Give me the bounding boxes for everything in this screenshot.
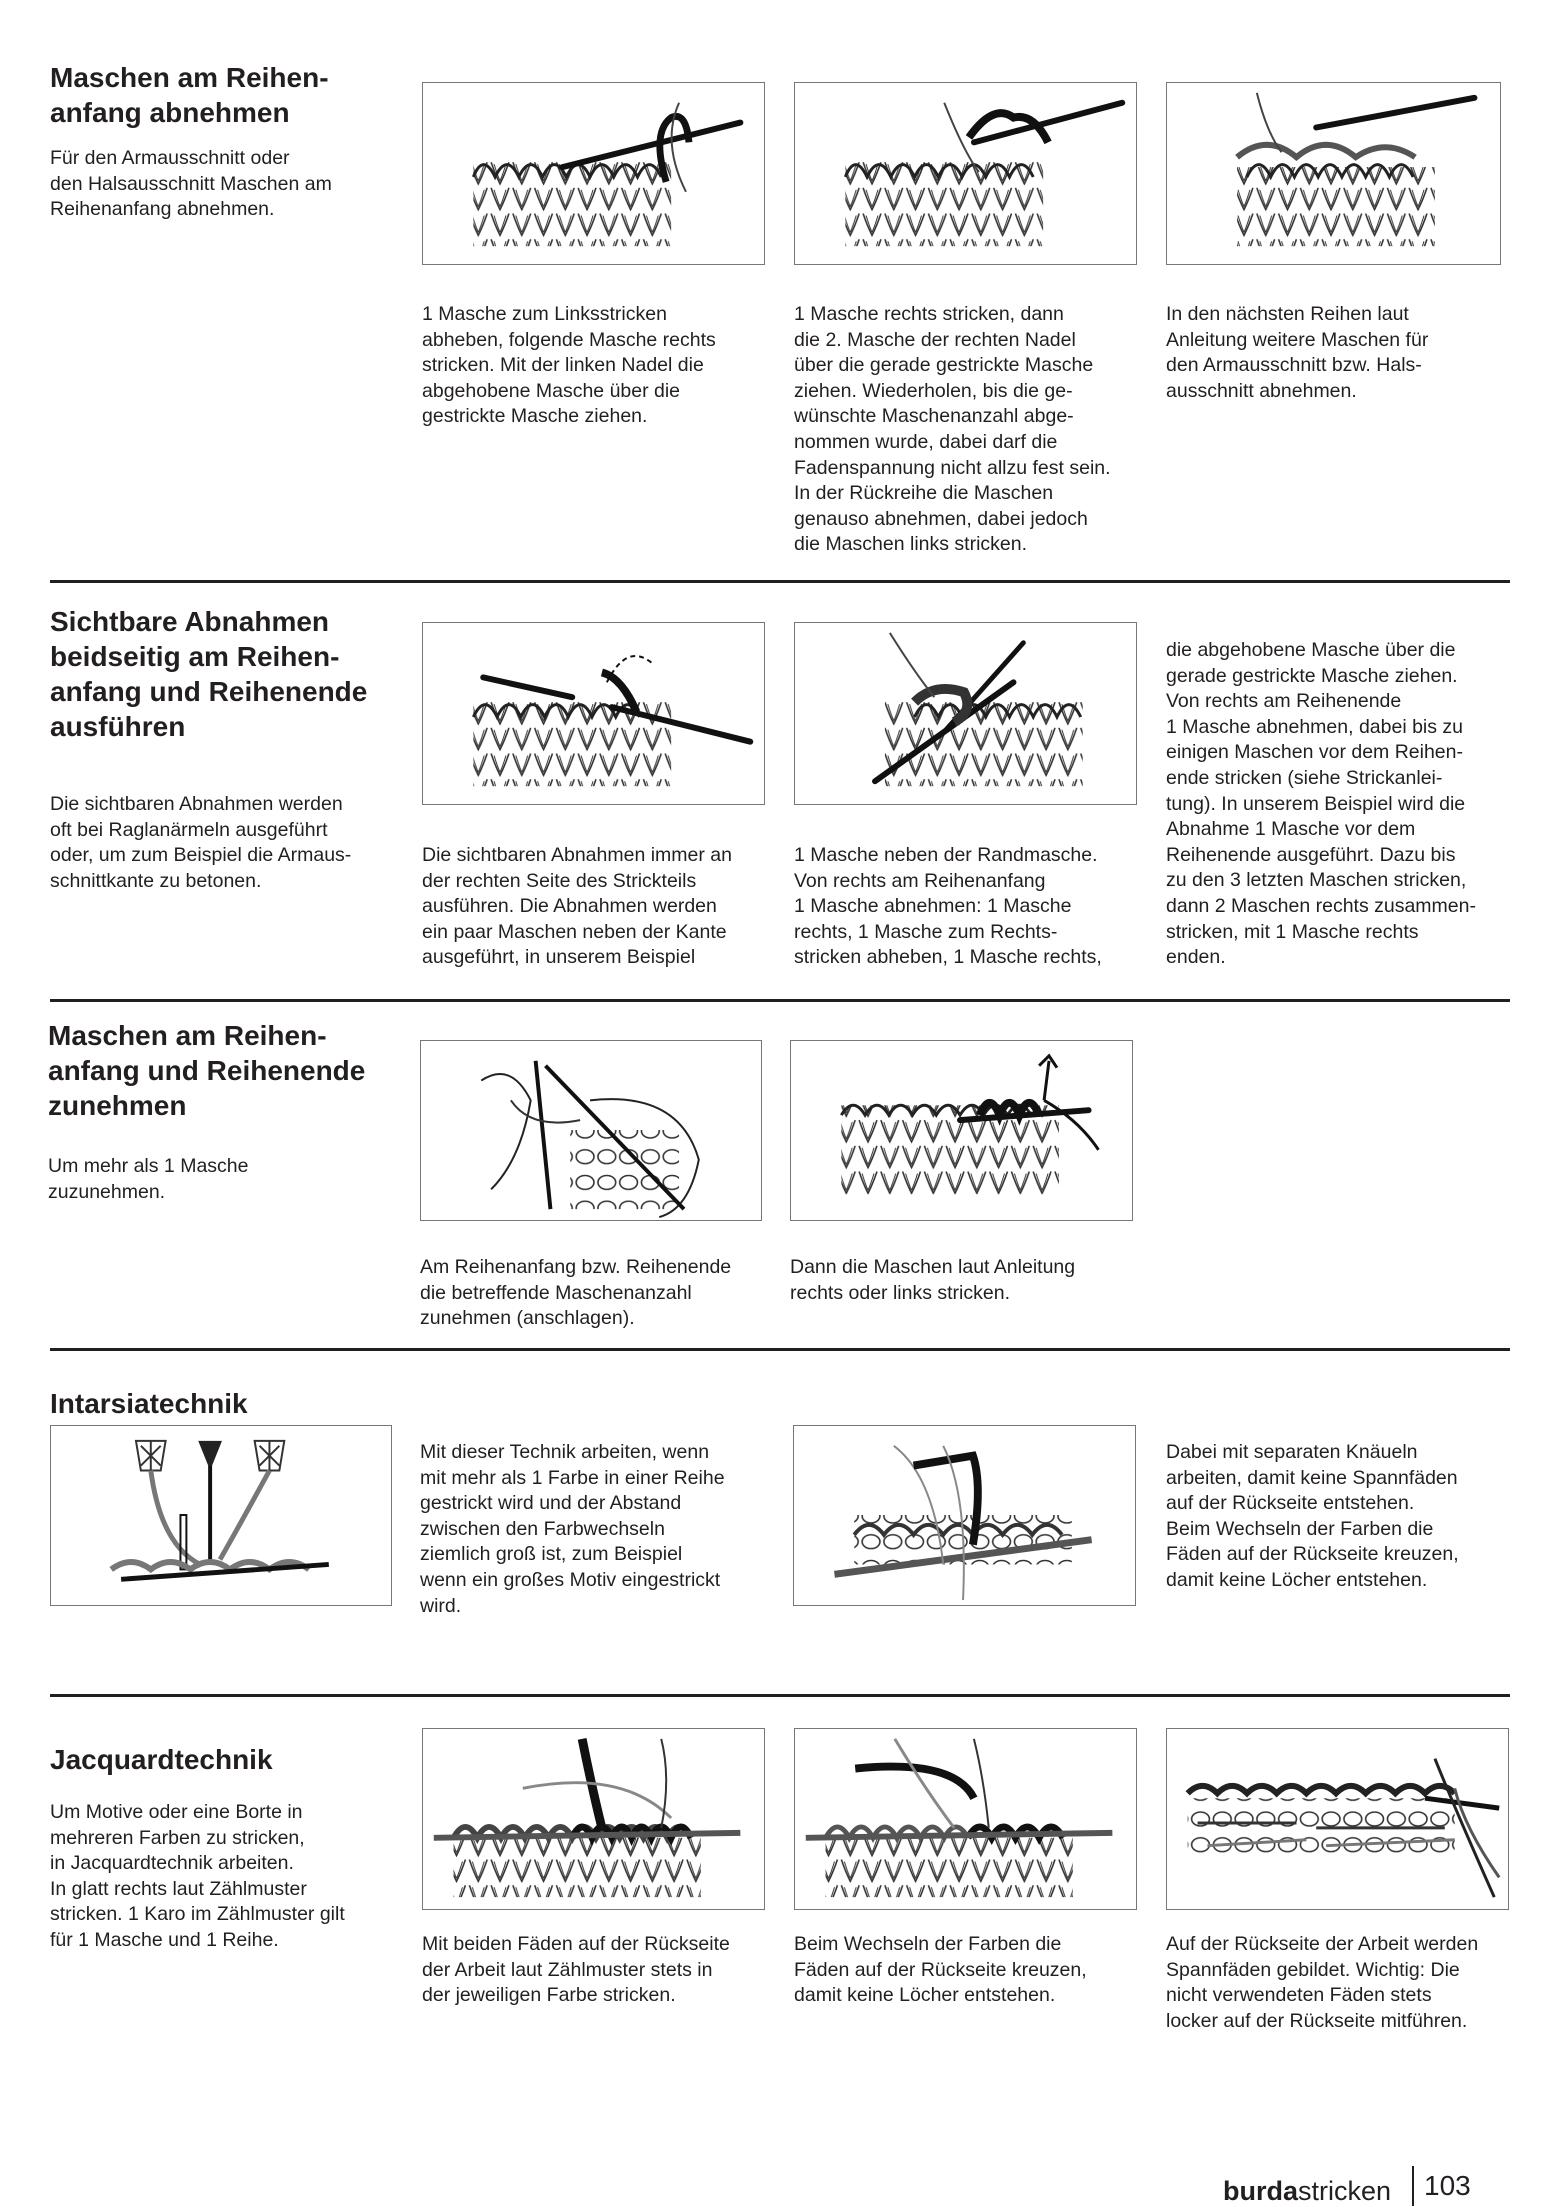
section-divider [50, 1348, 1510, 1351]
step-text-5-1: Mit beiden Fäden auf der Rückseite der Arbeit laut Zählmuster stets in der jeweiligen Farbe stricken. [422, 1933, 730, 2007]
knitting-illustration-armhole-decrease [1166, 82, 1501, 265]
section-divider [50, 1694, 1510, 1697]
footer-brand [1223, 2175, 1391, 2207]
step-text-1-2: 1 Masche rechts stricken, dann die 2. Masche der rechten Nadel über die gerade gestrickte Masche ziehen. Wiederholen, bis die ge- wünschte Maschenanzahl abge- nommen wurde, dabei darf die Fadenspannung nicht allzu fest sein. In der Rückreihe die Maschen genauso abnehmen, dabei jedoch die Maschen links stricken. [794, 303, 1111, 556]
knitting-illustration-bind-off-repeat [794, 82, 1137, 265]
step-text-3-1: Am Reihenanfang bzw. Reihenende die betreffende Maschenanzahl zunehmen (anschlagen). [420, 1256, 732, 1330]
section-title-jacquard: Jacquardtechnik [50, 1744, 273, 1775]
step-text-2-3: die abgehobene Masche über die gerade gestrickte Masche ziehen. Von rechts am Reihenende 1 Masche abnehmen, dabei bis zu einigen Maschen vor dem Reihen- ende stricken (siehe Strickanlei- tung). In unserem Beispiel wird die Abnahme 1 Masche vor dem Reihenende ausgeführt. Dazu bis zu den 3 letzten Maschen stricken, dann 2 Maschen rechts zusammen- stricken, mit 1 Masche rechts enden. [1166, 639, 1476, 969]
knitting-illustration-jacquard-two-yarns [422, 1728, 765, 1910]
knitting-illustration-visible-decrease-end [794, 622, 1137, 805]
knitting-illustration-intarsia-bobbins [50, 1425, 392, 1606]
section-title-decrease-start: Maschen am Reihen- anfang abnehmen [50, 62, 329, 128]
section-title-visible-decrease: Sichtbare Abnahmen beidseitig am Reihen- anfang und Reihenende ausführen [50, 606, 368, 742]
step-text-3-2: Dann die Maschen laut Anleitung rechts oder links stricken. [790, 1256, 1076, 1304]
knitting-illustration-jacquard-floats [1166, 1728, 1509, 1910]
step-text-1-1: 1 Masche zum Linksstricken abheben, folgende Masche rechts stricken. Mit der linken Nadel die abgehobene Masche über die gestrickte Masche ziehen. [422, 303, 716, 428]
step-text-5-2: Beim Wechseln der Farben die Fäden auf der Rückseite kreuzen, damit keine Löcher entstehen. [794, 1933, 1087, 2007]
step-text-2-2: 1 Masche neben der Randmasche. Von rechts am Reihenanfang 1 Masche abnehmen: 1 Masche rechts, 1 Masche zum Rechts- stricken abheben, 1 Masche rechts, [794, 844, 1102, 969]
section-intro-jacquard: Um Motive oder eine Borte in mehreren Farben zu stricken, in Jacquardtechnik arbeiten. In glatt rechts laut Zählmuster stricken. 1 Karo im Zählmuster gilt für 1 Masche und 1 Reihe. [50, 1801, 345, 1951]
section-title-increase: Maschen am Reihen- anfang und Reihenende zunehmen [48, 1020, 366, 1121]
knitting-illustration-new-stitches [790, 1040, 1133, 1221]
section-intro-increase: Um mehr als 1 Masche zuzunehmen. [48, 1155, 249, 1203]
section-title-intarsia: Intarsiatechnik [50, 1388, 248, 1419]
footer-brand-rest: stricken [1298, 2176, 1392, 2206]
knitting-illustration-jacquard-change [794, 1728, 1137, 1910]
knitting-illustration-slip-stitch-over [422, 82, 765, 265]
step-text-1-3: In den nächsten Reihen laut Anleitung weitere Maschen für den Armausschnitt bzw. Hals- ausschnitt abnehmen. [1166, 303, 1429, 402]
footer-brand-bold: burda [1223, 2176, 1299, 2206]
step-text-5-3: Auf der Rückseite der Arbeit werden Spannfäden gebildet. Wichtig: Die nicht verwendeten Fäden stets locker auf der Rückseite mitführen. [1166, 1933, 1479, 2032]
section-divider [50, 580, 1510, 583]
section-intro-decrease-start: Für den Armausschnitt oder den Halsausschnitt Maschen am Reihenanfang abnehmen. [50, 147, 332, 221]
step-text-4-1: Mit dieser Technik arbeiten, wenn mit mehr als 1 Farbe in einer Reihe gestrickt wird und der Abstand zwischen den Farbwechseln ziemlich groß ist, zum Beispiel wenn ein großes Motiv eingestrickt wird. [420, 1441, 725, 1617]
footer-separator [1412, 2166, 1414, 2206]
knitting-illustration-visible-decrease-start [422, 622, 765, 805]
knitting-illustration-cast-on-hands [420, 1040, 762, 1221]
step-text-2-1: Die sichtbaren Abnahmen immer an der rechten Seite des Strickteils ausführen. Die Abnahmen werden ein paar Maschen neben der Kante ausgeführt, in unserem Beispiel [422, 844, 732, 969]
page-number: 103 [1424, 2170, 1471, 2201]
step-text-4-2: Dabei mit separaten Knäueln arbeiten, damit keine Spannfäden auf der Rückseite entstehen. Beim Wechseln der Farben die Fäden auf der Rückseite kreuzen, damit keine Löcher entstehen. [1166, 1441, 1459, 1591]
knitting-illustration-intarsia-cross [793, 1425, 1136, 1606]
section-divider [50, 999, 1510, 1002]
section-intro-visible-decrease: Die sichtbaren Abnahmen werden oft bei Raglanärmeln ausgeführt oder, um zum Beispiel die Armaus- schnittkante zu betonen. [50, 793, 352, 892]
